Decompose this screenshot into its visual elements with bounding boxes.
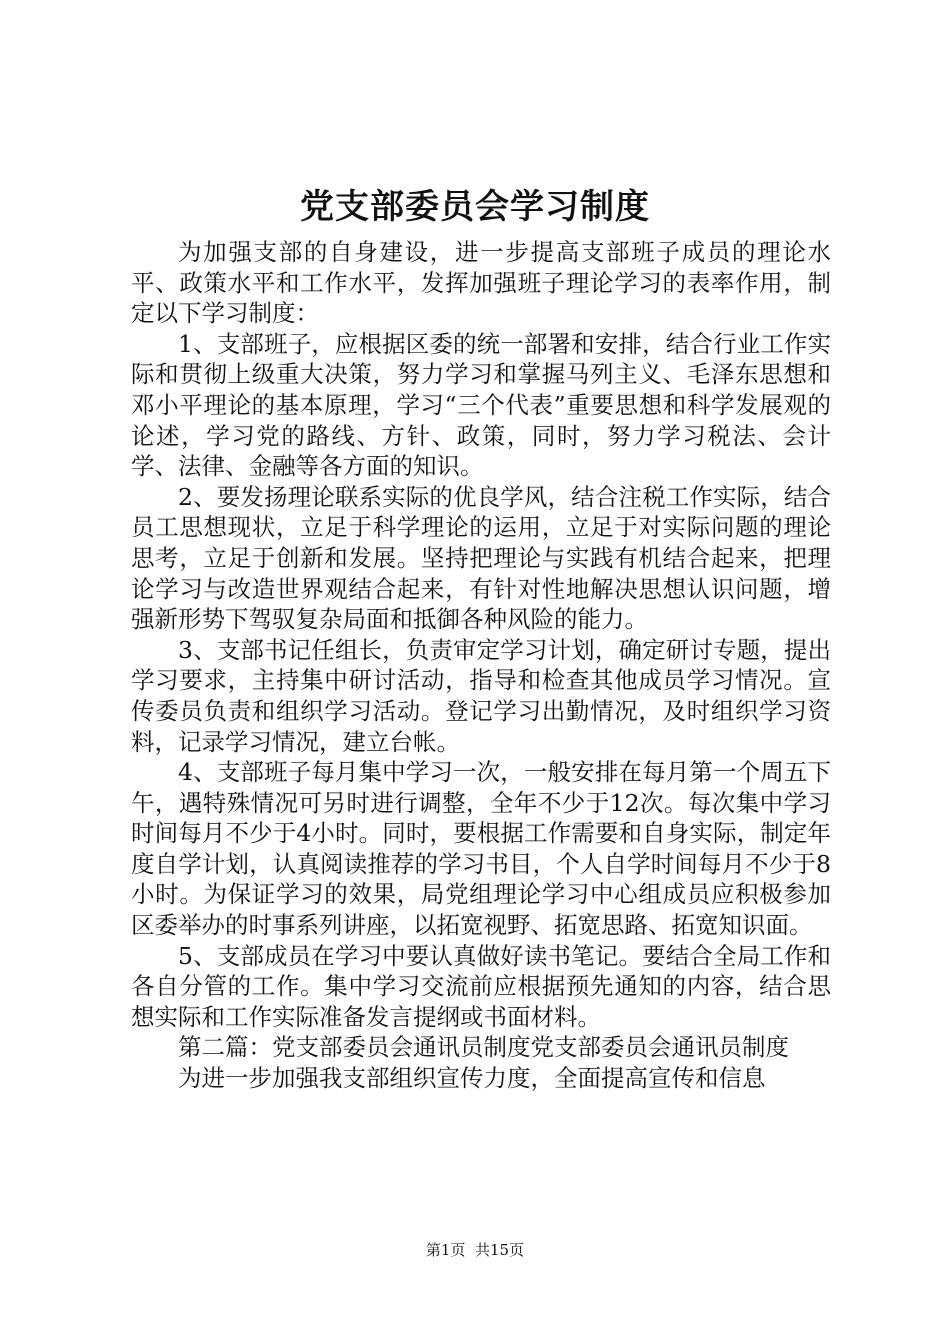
clause-5-paragraph: 5、支部成员在学习中要认真做好读书笔记。要结合全局工作和各自分管的工作。集中学习交流前应根据预先通知的内容，结合思想实际和工作实际准备发言提纲或书面材料。 bbox=[131, 941, 831, 1031]
second-article-heading: 第二篇：党支部委员会通讯员制度党支部委员会通讯员制度 bbox=[178, 1033, 789, 1062]
clause-3-paragraph: 3、支部书记任组长，负责审定学习计划，确定研讨专题，提出学习要求，主持集中研讨活动，指导和检查其他成员学习情况。宣传委员负责和组织学习活动。登记学习出勤情况，及时组织学习资料，记录学习情况，建立台帐。 bbox=[131, 635, 831, 756]
footer-separator bbox=[465, 1241, 475, 1259]
intro-paragraph: 为加强支部的自身建设，进一步提高支部班子成员的理论水平、政策水平和工作水平，发挥加强班子理论学习的表率作用，制定以下学习制度： bbox=[131, 238, 831, 328]
clause-1-paragraph: 1、支部班子，应根据区委的统一部署和安排，结合行业工作实际和贯彻上级重大决策，努力学习和掌握马列主义、毛泽东思想和邓小平理论的基本原理，学习“三个代表”重要思想和科学发展观的论述，学习党的路线、方针、政策，同时，努力学习税法、会计学、法律、金融等各方面的知识。 bbox=[131, 329, 831, 481]
document-title: 党支部委员会学习制度 bbox=[300, 187, 650, 227]
clause-2-paragraph: 2、要发扬理论联系实际的优良学风，结合注税工作实际，结合员工思想现状，立足于科学理论的运用，立足于对实际问题的理论思考，立足于创新和发展。坚持把理论与实践有机结合起来，把理论学习与改造世界观结合起来，有针对性地解决思想认识问题，增强新形势下驾驭复杂局面和抵御各种风险的能力。 bbox=[131, 482, 831, 634]
clause-4-paragraph: 4、支部班子每月集中学习一次，一般安排在每月第一个周五下午，遇特殊情况可另时进行调整，全年不少于12次。每次集中学习时间每月不少于4小时。同时，要根据工作需要和自身实际，制定年度自学计划，认真阅读推荐的学习书目，个人自学时间每月不少于8小时。为保证学习的效果，局党组理论学习中心组成员应积极参加区委举办的时事系列讲座，以拓宽视野、拓宽思路、拓宽知识面。 bbox=[131, 758, 831, 940]
second-article-paragraph: 为进一步加强我支部组织宣传力度，全面提高宣传和信息 bbox=[178, 1064, 766, 1093]
page-footer bbox=[0, 1240, 950, 1260]
document-body bbox=[131, 237, 831, 1094]
page-number: 第1页 bbox=[425, 1241, 466, 1259]
page-total: 共15页 bbox=[475, 1241, 525, 1259]
